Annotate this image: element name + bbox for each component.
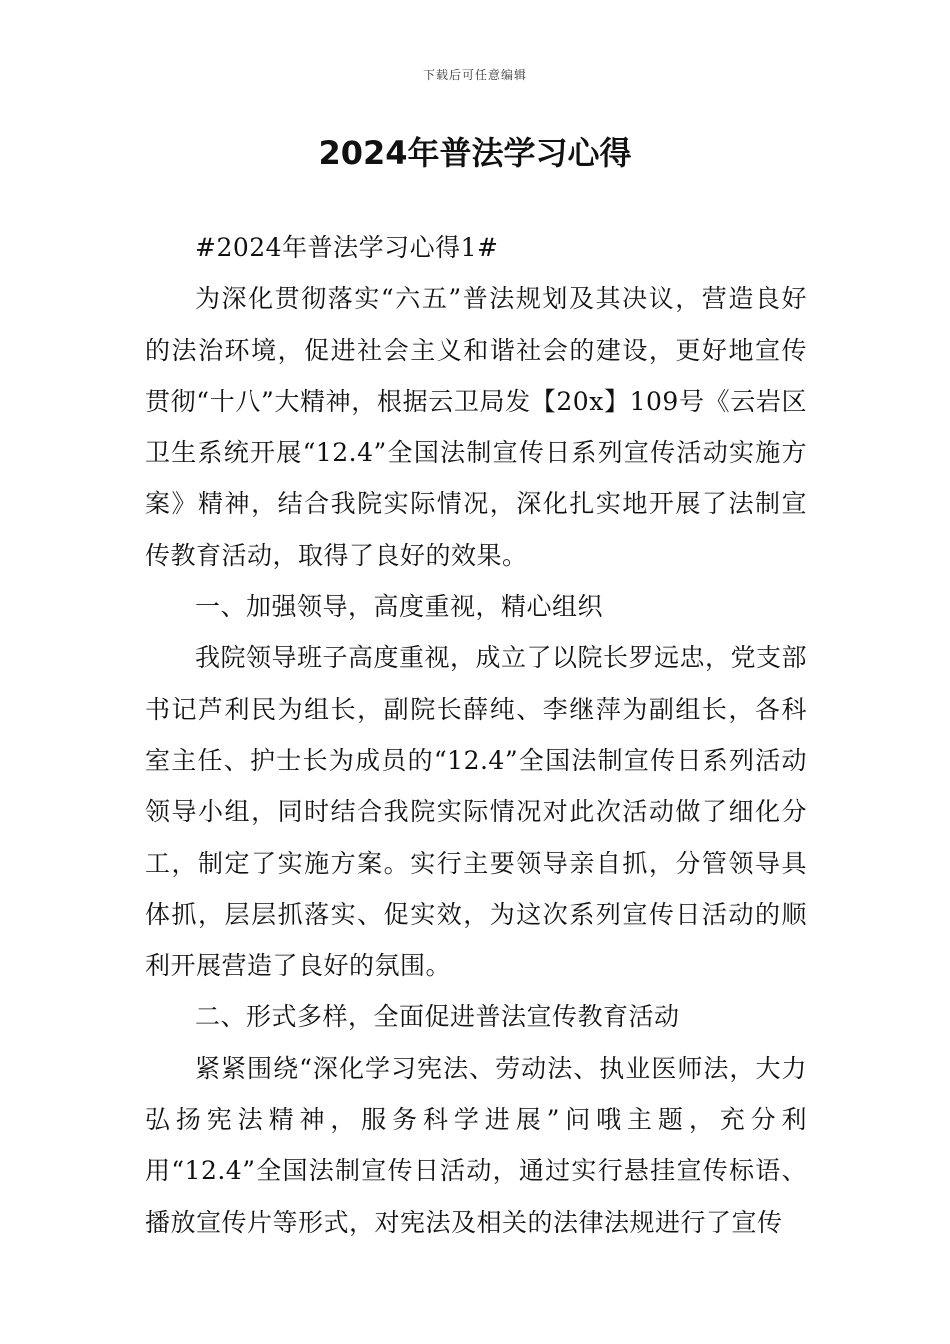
- document-body: [145, 222, 807, 1248]
- body-paragraph: 紧紧围绕“深化学习宪法、劳动法、执业医师法，大力弘扬宪法精神，服务科学进展”问哦主题，充分利用“12.4”全国法制宣传日活动，通过实行悬挂宣传标语、播放宣传片等形式，对宪法及相关的法律法规进行了宣传: [145, 1053, 807, 1237]
- section-heading: 二、形式多样，全面促进普法宣传教育活动: [195, 1002, 680, 1032]
- document-title: 2024年普法学习心得: [318, 134, 632, 172]
- body-paragraph: 我院领导班子高度重视，成立了以院长罗远忠，党支部书记芦利民为组长，副院长薛纯、李继萍为副组长，各科室主任、护士长为成员的“12.4”全国法制宣传日系列活动领导小组，同时结合我院实际情况对此次活动做了细化分工，制定了实施方案。实行主要领导亲自抓，分管领导具体抓，层层抓落实、促实效，为这次系列宣传日活动的顺利开展营造了良好的氛围。: [145, 643, 808, 981]
- body-paragraph: 为深化贯彻落实“六五”普法规划及其决议，营造良好的法治环境，促进社会主义和谐社会的建设，更好地宣传贯彻“十八”大精神，根据云卫局发【20x】109号《云岩区卫生系统开展“12.4”全国法制宣传日系列宣传活动实施方案》精神，结合我院实际情况，深化扎实地开展了法制宣传教育活动，取得了良好的效果。: [145, 284, 807, 570]
- section-heading: 一、加强领导，高度重视，精心组织: [195, 592, 604, 622]
- subtitle-paragraph: #2024年普法学习心得1#: [195, 233, 499, 262]
- header-note: 下载后可任意编辑: [422, 68, 527, 82]
